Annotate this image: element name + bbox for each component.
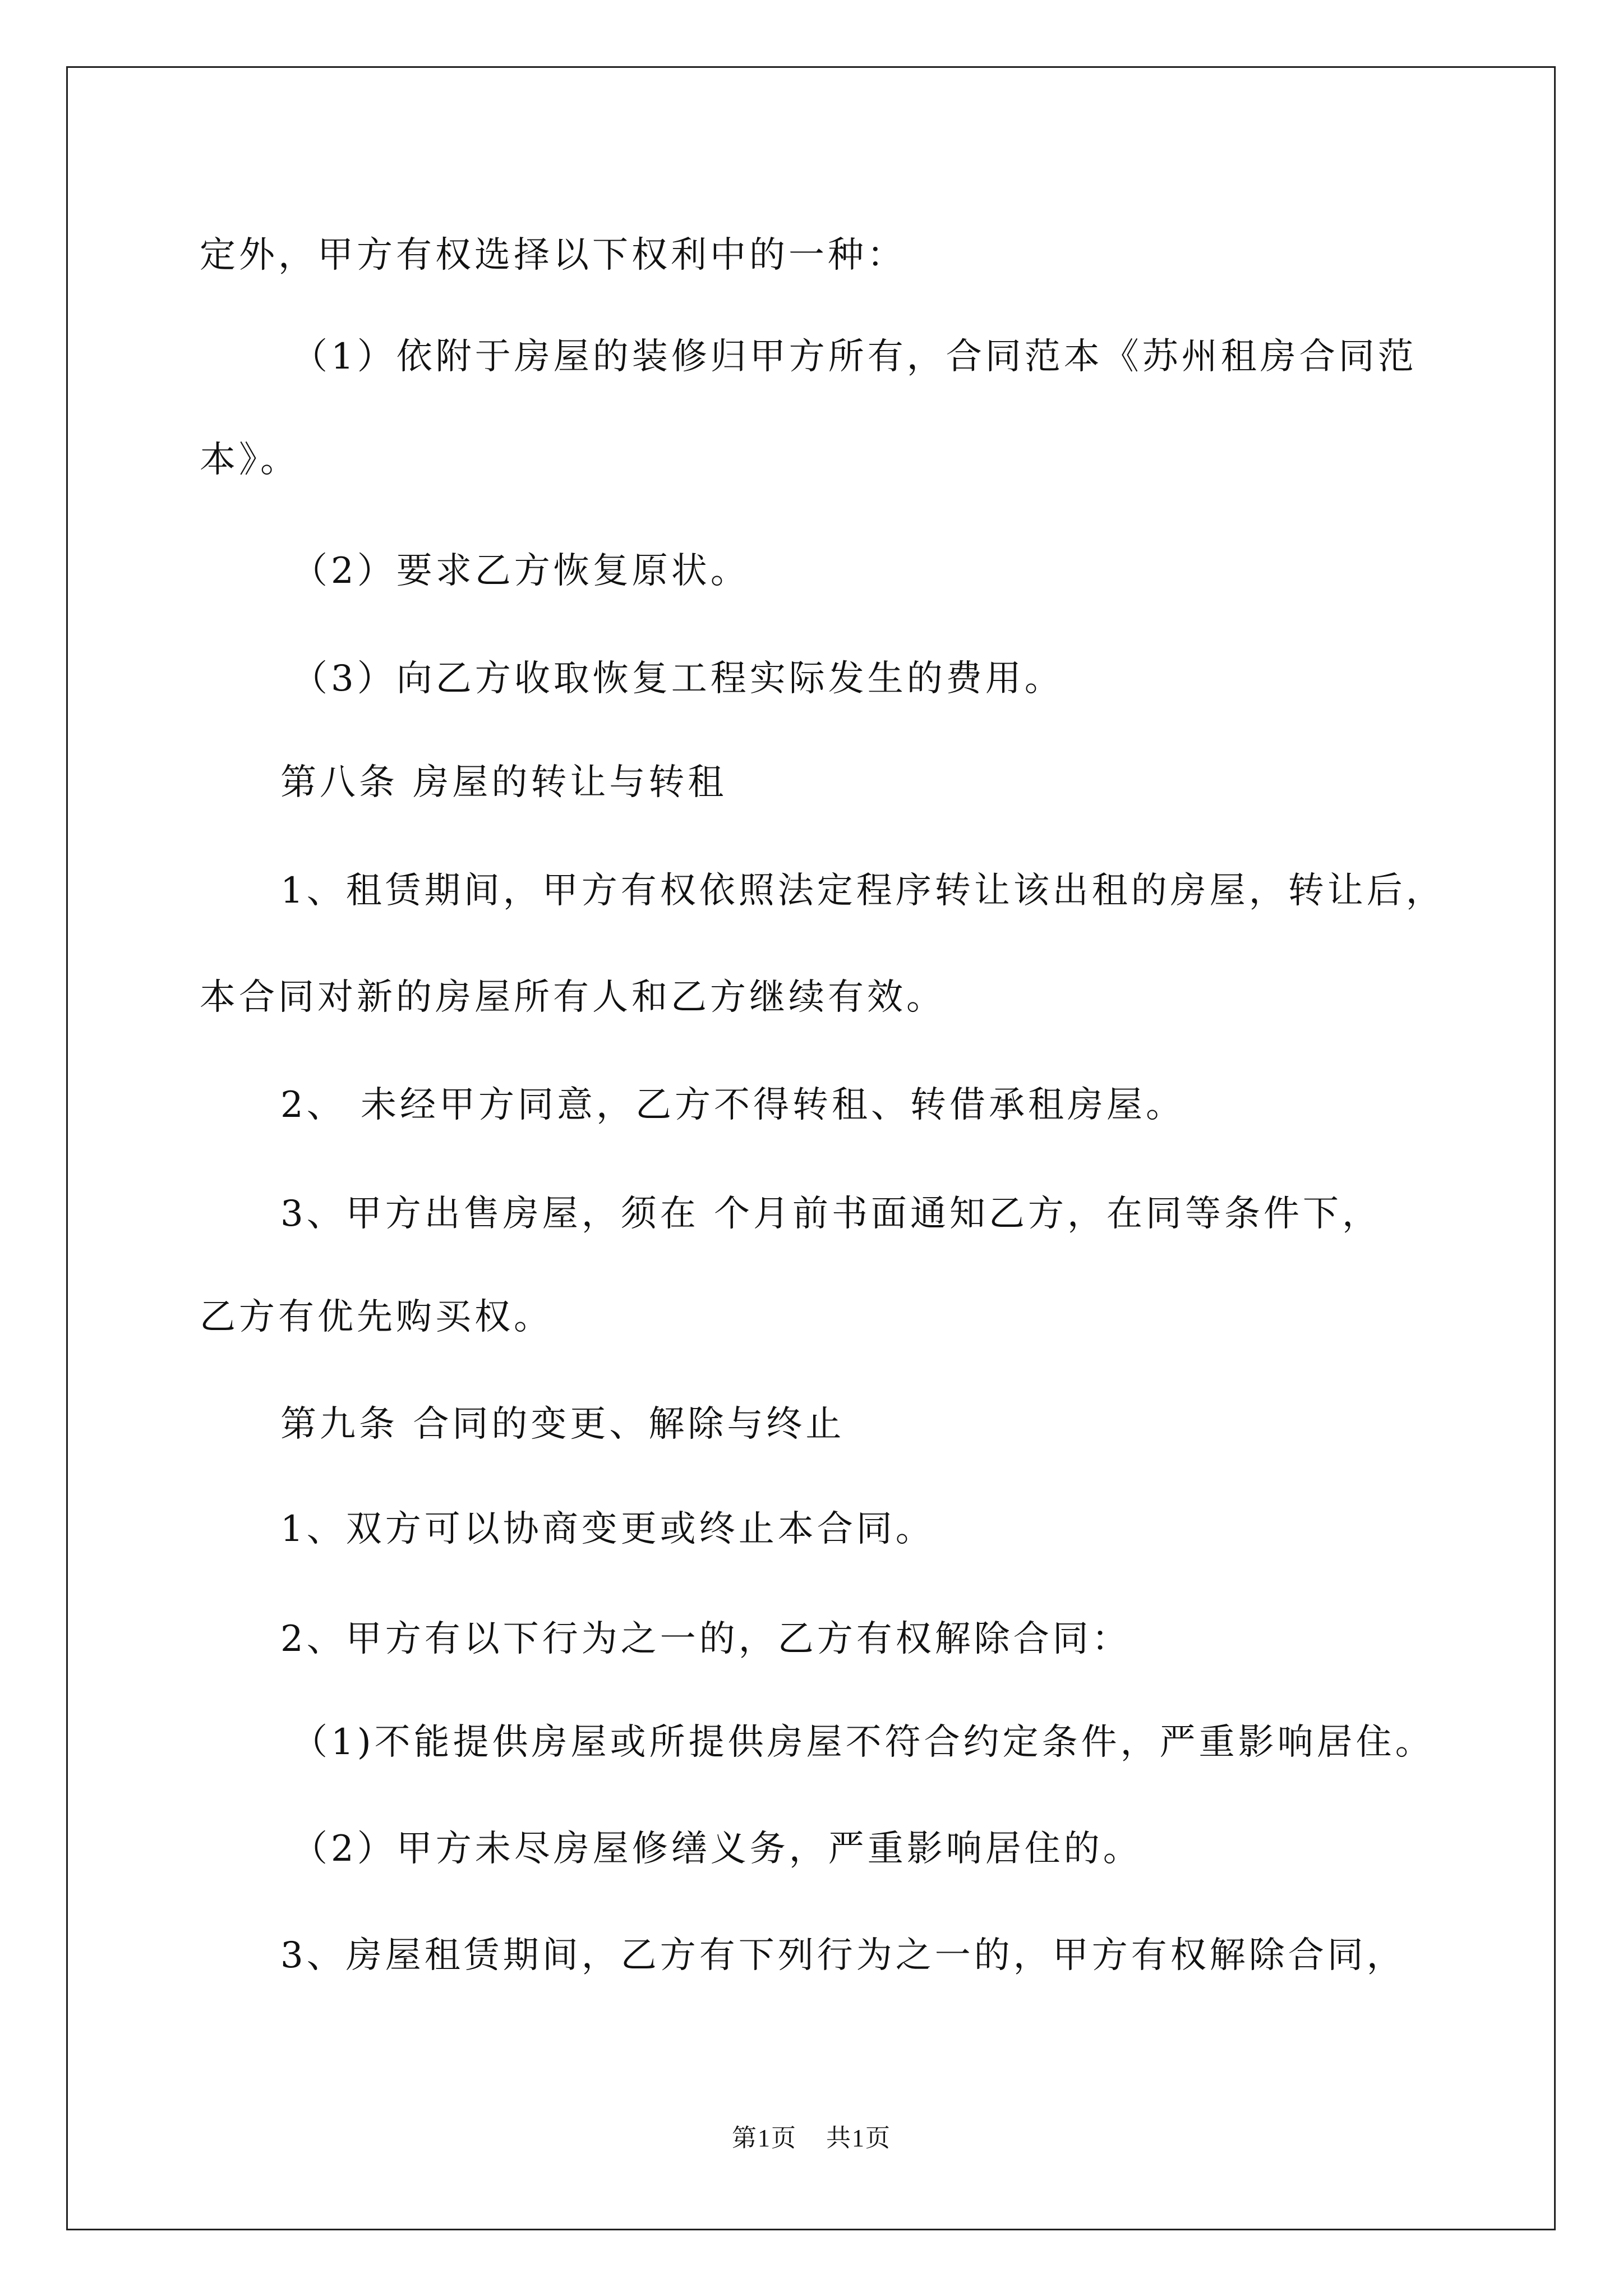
text-line-1: 定外，甲方有权选择以下权利中的一种： <box>200 234 906 276</box>
text-line-7: 1、租赁期间，甲方有权依照法定程序转让该出租的房屋，转让后， <box>280 870 1445 912</box>
text-line-4: （2）要求乙方恢复原状。 <box>292 550 750 592</box>
text-line-14: 2、甲方有以下行为之一的，乙方有权解除合同： <box>280 1618 1131 1660</box>
section-heading-article-9: 第九条 合同的变更、解除与终止 <box>280 1404 845 1445</box>
page-footer <box>0 2123 1623 2154</box>
text-line-11: 乙方有优先购买权。 <box>200 1296 553 1338</box>
page-border <box>66 66 1556 2230</box>
text-line-13: 1、双方可以协商变更或终止本合同。 <box>280 1508 935 1550</box>
text-line-9: 2、 未经甲方同意，乙方不得转租、转借承租房屋。 <box>280 1084 1186 1126</box>
text-line-2: （1）依附于房屋的装修归甲方所有，合同范本《苏州租房合同范 <box>292 336 1417 378</box>
text-line-8: 本合同对新的房屋所有人和乙方继续有效。 <box>200 977 946 1018</box>
text-line-15: （1)不能提供房屋或所提供房屋不符合约定条件，严重影响居住。 <box>292 1722 1435 1763</box>
page-number: 第1页 <box>732 2124 797 2152</box>
page-total: 共1页 <box>826 2124 891 2152</box>
text-line-10: 3、甲方出售房屋，须在 个月前书面通知乙方，在同等条件下， <box>280 1193 1382 1235</box>
section-heading-article-8: 第八条 房屋的转让与转租 <box>280 762 727 803</box>
text-line-17: 3、房屋租赁期间，乙方有下列行为之一的，甲方有权解除合同， <box>280 1935 1406 1976</box>
text-line-3: 本》。 <box>200 439 299 481</box>
text-line-16: （2）甲方未尽房屋修缮义务，严重影响居住的。 <box>292 1828 1142 1870</box>
text-line-5: （3）向乙方收取恢复工程实际发生的费用。 <box>292 658 1064 700</box>
